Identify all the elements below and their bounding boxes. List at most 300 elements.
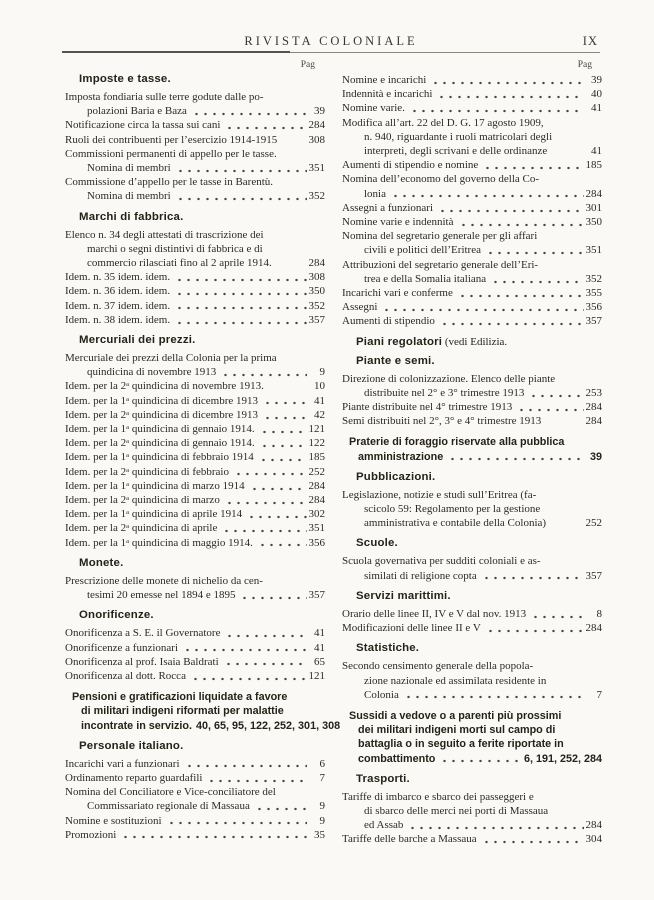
index-section: [65, 609, 325, 683]
dot-leader: [407, 101, 584, 115]
page-number: 6, 191, 252, 284: [523, 752, 602, 765]
index-line: [342, 258, 602, 272]
section-heading-text: Statistiche.: [356, 642, 420, 655]
index-line: [65, 536, 325, 550]
page-number: 284: [585, 401, 602, 414]
page-number: 9: [319, 814, 325, 827]
entry-text: Secondo censimento generale della popola-: [342, 660, 534, 673]
entry-text: scicolo 59: Regolamento per la gestione: [364, 503, 541, 516]
index-line: [342, 372, 602, 386]
page-number: 185: [308, 451, 325, 464]
index-section: [65, 211, 325, 327]
entry-text: civili e politici dell’Eritrea: [364, 244, 481, 257]
section-heading: [356, 471, 602, 483]
dot-leader: [456, 215, 584, 229]
dot-leader: [172, 313, 306, 327]
index-line: [342, 187, 602, 201]
entry-text: combattimento: [358, 752, 436, 765]
left-column: [65, 60, 341, 847]
index-line: [342, 386, 602, 400]
index-line: [65, 256, 325, 270]
dot-leader: [434, 87, 584, 101]
dot-leader: [264, 379, 309, 393]
dot-leader: [172, 284, 306, 298]
index-line: [342, 130, 602, 144]
entry-text: Aumenti di stipendio e nomine: [342, 159, 479, 172]
index-line: [342, 286, 602, 300]
entry-text: di sbarco delle merci nei porti di Massaua: [364, 804, 549, 817]
page-number: 39: [314, 105, 325, 118]
entry-text: Ruoli dei contribuenti per l’esercizio 1914-1915: [65, 133, 278, 146]
entry-text: ed Assab: [364, 819, 404, 832]
page-number: 357: [585, 315, 602, 328]
page-number: 302: [308, 508, 325, 521]
entry-text: Modifica all’art. 22 del D. G. 17 agosto 1909,: [342, 116, 544, 129]
entry-text: Indennità e incarichi: [342, 88, 433, 101]
dot-leader: [483, 243, 584, 257]
page-number: 252: [308, 465, 325, 478]
index-line: [65, 785, 325, 799]
folio-page-number: IX: [582, 34, 598, 48]
dot-leader: [428, 73, 584, 87]
page-number: 7: [319, 771, 325, 784]
index-line: [65, 521, 325, 535]
entry-text: Colonia: [364, 688, 399, 701]
entry-text: Idem. n. 36 idem. idem.: [65, 285, 171, 298]
index-line: [65, 493, 325, 507]
index-line: [65, 118, 325, 132]
section-heading: [79, 211, 325, 223]
section-heading: [356, 590, 602, 602]
entry-text: Direzione di colonizzazione. Elenco delle piante: [342, 372, 556, 385]
dot-leader: [260, 408, 307, 422]
dot-leader: [541, 414, 585, 428]
section-heading-text: Piani regolatori: [356, 335, 443, 348]
dot-leader: [277, 133, 308, 147]
page-number: 284: [308, 494, 325, 507]
page-number: 351: [585, 244, 602, 257]
entry-text: Commissariato regionale di Massaua: [87, 800, 250, 813]
entry-text: Idem. per la 1ᵃ quindicina di aprile 1914: [65, 508, 243, 521]
entry-text: lonia: [364, 187, 386, 200]
dot-leader: [231, 465, 307, 479]
dot-leader: [222, 493, 307, 507]
page-number: 121: [308, 423, 325, 436]
dot-leader: [118, 828, 307, 842]
index-line: [342, 688, 602, 702]
page-number: 35: [314, 828, 325, 841]
page-number: 41: [314, 627, 325, 640]
index-line: [342, 709, 602, 723]
entry-text: Aumenti di stipendio: [342, 315, 435, 328]
index-section: [342, 709, 602, 766]
section-heading: [79, 609, 325, 621]
page-number: 41: [591, 145, 602, 158]
entry-text: Modificazioni delle linee II e V: [342, 622, 481, 635]
entry-text: Pensioni e gratificazioni liquidate a favore: [72, 691, 288, 704]
index-section: [65, 740, 325, 842]
page-number: 40, 65, 95, 122, 252, 301, 308: [196, 719, 341, 732]
index-line: [342, 101, 602, 115]
entry-text: Promozioni: [65, 828, 117, 841]
entry-text: Idem. per la 2ᵃ quindicina di aprile: [65, 522, 218, 535]
page-number: 39: [591, 74, 602, 86]
dot-leader: [528, 607, 584, 621]
index-line: [342, 215, 602, 229]
dot-leader: [221, 655, 307, 669]
entry-text: Nomine e sostituzioni: [65, 814, 162, 827]
page-number: 65: [314, 655, 325, 668]
entry-text: tesimi 20 emesse nel 1894 e 1895: [87, 589, 236, 602]
dot-leader: [256, 450, 307, 464]
entry-text: Nomine e incarichi: [342, 74, 427, 86]
index-line: [65, 313, 325, 327]
index-line: [342, 832, 602, 846]
dot-leader: [455, 286, 584, 300]
running-head: [62, 34, 600, 49]
index-line: [342, 144, 602, 158]
index-line: [65, 379, 325, 393]
entry-text: Incarichi vari a funzionari: [65, 757, 180, 770]
page-number: 10: [314, 380, 325, 393]
page-number: 304: [585, 833, 602, 846]
index-line: [342, 554, 602, 568]
index-line: [65, 641, 325, 655]
index-line: [65, 771, 325, 785]
entry-text: marchi o segni distintivi di fabbrica e di: [87, 242, 263, 255]
index-line: [342, 818, 602, 832]
section-heading-text: Personale italiano.: [79, 739, 184, 752]
entry-text: Legislazione, notizie e studi sull’Eritrea (fa-: [342, 488, 537, 501]
dot-leader: [479, 569, 584, 583]
dot-leader: [204, 771, 307, 785]
entry-text: Nomina di membri: [87, 190, 171, 203]
entry-text: commercio rilasciati fino al 2 aprile 1914.: [87, 257, 272, 270]
dot-leader: [173, 189, 307, 203]
index-line: [65, 365, 325, 379]
left-column-sections: [65, 73, 341, 842]
section-heading-text: Servizi marittimi.: [356, 589, 451, 602]
page-number: 357: [308, 313, 325, 326]
entry-text: distribuite nel 2° e 3° trimestre 1913: [364, 386, 525, 399]
dot-leader: [164, 814, 307, 828]
index-line: [65, 147, 325, 161]
entry-text: Onorificenza a S. E. il Governatore: [65, 627, 221, 640]
index-line: [342, 674, 602, 688]
page-number: 308: [308, 271, 325, 284]
index-line: [342, 201, 602, 215]
page-number: 39: [589, 450, 602, 463]
index-section: [342, 642, 602, 702]
entry-text: Idem. per la 1ᵃ quindicina di febbraio 1914: [65, 451, 254, 464]
page-number: 356: [585, 301, 602, 314]
dot-leader: [379, 300, 583, 314]
index-line: [65, 757, 325, 771]
section-heading-text: Onorificenze.: [79, 609, 154, 622]
index-line: [342, 272, 602, 286]
entry-text: Nomina del Conciliatore e Vice-conciliatore del: [65, 786, 276, 799]
entry-text: Scuola governativa per sudditi coloniali e as-: [342, 555, 541, 568]
dot-leader: [401, 688, 584, 702]
index-line: [342, 607, 602, 621]
page-number: 284: [308, 257, 325, 270]
index-section: [65, 334, 325, 550]
dot-leader: [218, 365, 307, 379]
dot-leader: [546, 516, 585, 530]
entry-text: Idem. per la 1ᵃ quindicina di maggio 1914.: [65, 536, 253, 549]
dot-leader: [514, 400, 583, 414]
dot-leader: [180, 641, 307, 655]
entry-text: Idem. per la 1ᵃ quindicina di marzo 1914: [65, 479, 245, 492]
entry-text: Assegni: [342, 301, 378, 314]
section-heading: [356, 773, 602, 785]
dot-leader: [172, 270, 306, 284]
index-line: [65, 507, 325, 521]
section-heading-text: Mercuriali dei prezzi.: [79, 334, 196, 347]
entry-text: Idem. per la 1ᵃ quindicina di gennaio 1914.: [65, 423, 255, 436]
index-section: [65, 557, 325, 602]
dot-leader: [182, 757, 307, 771]
index-line: [65, 408, 325, 422]
index-line: [65, 175, 325, 189]
dot-leader: [237, 588, 306, 602]
index-line: [342, 569, 602, 583]
index-line: [65, 104, 325, 118]
entry-text: Nomine varie e indennità: [342, 216, 454, 229]
index-line: [65, 133, 325, 147]
entry-text: Nomine varie.: [342, 102, 405, 115]
index-line: [342, 314, 602, 328]
page-number: 9: [319, 366, 325, 379]
header-rule-dark-segment: [62, 51, 290, 53]
entry-text: Ordinamento reparto guardafili: [65, 771, 203, 784]
dot-leader: [483, 621, 584, 635]
entry-text: Imposta fondiaria sulle terre godute dalle po-: [65, 91, 264, 103]
journal-title: RIVISTA COLONIALE: [244, 34, 418, 48]
dot-leader: [222, 118, 306, 132]
index-line: [65, 90, 325, 104]
page-number: 351: [308, 162, 325, 175]
index-line: [342, 659, 602, 673]
page-number: 284: [308, 479, 325, 492]
entry-text: Elenco n. 34 degli attestati di trascrizione dei: [65, 228, 264, 241]
entry-text: Semi distribuiti nel 2°, 3° e 4° trimestre 1913: [342, 415, 542, 428]
entry-text: Idem. n. 37 idem. idem.: [65, 299, 171, 312]
page-number: 6: [319, 757, 325, 770]
right-column-sections: [342, 73, 602, 847]
dot-leader: [488, 272, 583, 286]
entry-text: amministrativa e contabile della Colonia): [364, 517, 547, 530]
entry-text: Nomina del segretario generale per gli affari: [342, 230, 538, 243]
entry-text: Commissioni permanenti di appello per le tasse.: [65, 147, 277, 160]
pag-column-label: Pag: [577, 60, 592, 70]
page-number: 40: [591, 88, 602, 101]
page-number: 352: [308, 299, 325, 312]
index-line: [342, 400, 602, 414]
entry-text: Orario delle linee II, IV e V dal nov. 1913: [342, 607, 527, 620]
index-line: [65, 189, 325, 203]
page-number: 42: [314, 408, 325, 421]
section-heading-text: Trasporti.: [356, 772, 410, 785]
dot-leader: [172, 299, 306, 313]
page-number: 41: [591, 102, 602, 115]
index-line: [342, 116, 602, 130]
section-heading: [356, 642, 602, 654]
page-number: 357: [585, 569, 602, 582]
section-heading-text: Scuole.: [356, 537, 398, 550]
entry-text: battaglia o in seguito a ferite riportate in: [358, 738, 564, 751]
index-section: [342, 773, 602, 847]
section-heading: [356, 537, 602, 549]
entry-text: n. 940, riguardante i ruoli matricolari degli: [364, 130, 553, 143]
index-section: [342, 73, 602, 329]
section-heading: [79, 740, 325, 752]
entry-text: zione nazionale ed assimilata residente in: [364, 674, 547, 687]
index-line: [342, 243, 602, 257]
dot-leader: [252, 799, 307, 813]
page-number: 357: [308, 589, 325, 602]
entry-text: trea e della Somalia italiana: [364, 272, 487, 285]
index-line: [342, 300, 602, 314]
page-number: 185: [585, 159, 602, 172]
dot-leader: [526, 386, 583, 400]
entry-text: Onorificenze a funzionari: [65, 641, 178, 654]
section-heading-note: (vedi Edilizia.: [442, 335, 508, 348]
section-heading-text: Marchi di fabbrica.: [79, 210, 184, 223]
section-heading-text: Pubblicazioni.: [356, 470, 436, 483]
entry-text: Idem. per la 2ᵃ quindicina di febbraio: [65, 465, 229, 478]
entry-text: dei militari indigeni morti sul campo di: [358, 724, 556, 737]
dot-leader: [188, 669, 307, 683]
index-line: [65, 299, 325, 313]
entry-text: Tariffe delle barche a Massaua: [342, 833, 477, 846]
page-number: 284: [585, 415, 602, 428]
dot-leader: [219, 521, 306, 535]
entry-text: Idem. per la 2ᵃ quindicina di dicembre 1913: [65, 408, 259, 421]
index-line: [65, 655, 325, 669]
page-number: 41: [314, 394, 325, 407]
section-heading-text: Piante e semi.: [356, 354, 435, 367]
entry-text: incontrate in servizio.: [81, 719, 192, 732]
entry-text: Idem. per la 2ᵃ quindicina di marzo: [65, 494, 220, 507]
dot-leader: [547, 144, 586, 158]
index-section: [342, 537, 602, 582]
index-columns: [65, 60, 602, 847]
index-section: [342, 336, 602, 348]
section-heading: [356, 336, 602, 348]
index-line: [65, 394, 325, 408]
section-heading: [79, 557, 325, 569]
index-line: [65, 828, 325, 842]
page-number: 350: [585, 216, 602, 229]
dot-leader: [257, 436, 307, 450]
entry-text: Notificazione circa la tassa sui cani: [65, 119, 221, 132]
entry-text: Piante distribuite nel 4° trimestre 1913: [342, 401, 513, 414]
page-number: 284: [308, 119, 325, 132]
entry-text: Assegni a funzionari: [342, 201, 434, 214]
index-line: [65, 465, 325, 479]
entry-text: di militari indigeni riformati per malattie: [81, 705, 284, 718]
section-heading: [79, 73, 325, 85]
entry-text: Incarichi vari e conferme: [342, 287, 453, 300]
page-number: 41: [314, 641, 325, 654]
dot-leader: [222, 626, 307, 640]
index-line: [65, 450, 325, 464]
index-line: [65, 690, 325, 704]
page-number: 253: [585, 386, 602, 399]
entry-text: Idem. per la 2ᵃ quindicina di novembre 1913.: [65, 380, 264, 393]
page-number: 284: [585, 187, 602, 200]
dot-leader: [388, 187, 584, 201]
page-number: 301: [585, 201, 602, 214]
entry-text: quindicina di novembre 1913: [87, 366, 217, 379]
entry-text: Idem. n. 35 idem. idem.: [65, 271, 171, 284]
index-line: [65, 799, 325, 813]
index-line: [65, 719, 341, 733]
page-number: 9: [319, 800, 325, 813]
dot-leader: [260, 394, 307, 408]
entry-text: Onorificenza al prof. Isaia Baldrati: [65, 655, 219, 668]
index-line: [342, 804, 602, 818]
entry-text: Idem. n. 38 idem. idem.: [65, 313, 171, 326]
entry-text: Tariffe di imbarco e sbarco dei passeggeri e: [342, 790, 534, 803]
section-heading: [79, 334, 325, 346]
index-line: [65, 479, 325, 493]
page-number: 352: [308, 190, 325, 203]
page-number: 7: [596, 688, 602, 701]
dot-leader: [255, 536, 307, 550]
index-line: [342, 790, 602, 804]
index-line: [65, 626, 325, 640]
index-line: [342, 621, 602, 635]
dot-leader: [445, 450, 584, 464]
page-number: 350: [308, 285, 325, 298]
index-section: [342, 471, 602, 531]
dot-leader: [479, 832, 584, 846]
section-heading: [356, 355, 602, 367]
dot-leader: [437, 752, 522, 766]
page-number: 284: [585, 622, 602, 635]
index-line: [65, 242, 325, 256]
index-line: [65, 422, 325, 436]
dot-leader: [480, 158, 583, 172]
dot-leader: [435, 201, 583, 215]
section-heading-text: Imposte e tasse.: [79, 73, 171, 85]
index-line: [342, 229, 602, 243]
page-number: 351: [308, 522, 325, 535]
dot-leader: [189, 104, 307, 118]
index-line: [342, 450, 602, 464]
entry-text: Commissione d’appello per le tasse in Barentù.: [65, 176, 274, 189]
index-line: [65, 351, 325, 365]
index-line: [65, 228, 325, 242]
entry-text: Nomina dell’economo del governo della Co-: [342, 173, 540, 186]
index-section: [342, 355, 602, 429]
index-section: [342, 590, 602, 635]
entry-text: Mercuriale dei prezzi della Colonia per la prima: [65, 352, 277, 365]
page-number: 355: [585, 287, 602, 300]
index-line: [342, 752, 602, 766]
entry-text: Idem. per la 2ᵃ quindicina di gennaio 1914.: [65, 437, 255, 450]
page-number: 356: [308, 536, 325, 549]
index-line: [65, 574, 325, 588]
entry-text: Nomina di membri: [87, 162, 171, 175]
section-heading-text: Monete.: [79, 556, 124, 569]
page-number: 252: [585, 517, 602, 530]
index-line: [65, 704, 325, 718]
index-section: [65, 690, 341, 733]
page-number: 122: [308, 437, 325, 450]
